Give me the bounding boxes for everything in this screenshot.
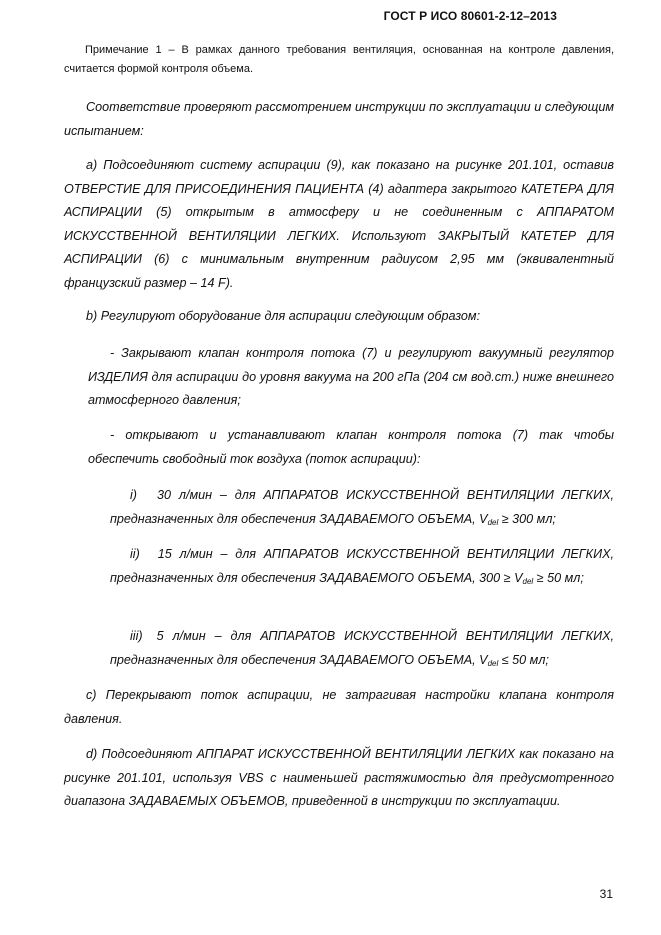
flow-item-ii-tail: ≥ 50 мл; bbox=[533, 570, 584, 585]
page-number: 31 bbox=[599, 887, 613, 901]
step-b-text: b) Регулируют оборудование для аспирации следующим образом: bbox=[86, 309, 481, 323]
step-a-text: a) Подсоединяют систему аспирации (9), как показано на рисунке 201.101, оставив ОТВЕРСТИЕ ДЛЯ ПРИСОЕДИНЕНИЯ ПАЦИЕНТА (4) адаптера закрытого КАТЕТЕРА ДЛЯ АСПИРАЦИИ (5) открытым в атмосферу и не соединенным с АППАРАТОМ ИСКУССТВЕННОЙ ВЕНТИЛЯЦИИ ЛЕГКИХ. Используют ЗАКРЫТЫЙ КАТЕТЕР ДЛЯ АСПИРАЦИИ (6) с минимальным внутренним радиусом 2,95 мм (эквивалентный французский размер – 14 F). bbox=[64, 158, 614, 290]
step-b-dash-1 bbox=[88, 342, 614, 413]
document-header: ГОСТ Р ИСО 80601-2-12–2013 bbox=[383, 9, 557, 23]
step-c bbox=[64, 684, 614, 731]
flow-item-ii-marker: ii) bbox=[130, 547, 140, 561]
flow-item-i-marker: i) bbox=[130, 488, 137, 502]
note-paragraph bbox=[64, 41, 614, 79]
flow-item-i-tail: ≥ 300 мл; bbox=[498, 511, 556, 526]
compliance-intro bbox=[64, 96, 614, 143]
flow-item-iii bbox=[110, 625, 614, 672]
flow-item-iii-subscript: del bbox=[487, 658, 499, 668]
step-b-dash-2-text: - открывают и устанавливают клапан контроля потока (7) так чтобы обеспечить свободный ток воздуха (поток аспирации): bbox=[88, 428, 614, 466]
flow-item-ii-subscript: del bbox=[522, 576, 534, 586]
step-d bbox=[64, 743, 614, 814]
step-b-dash-2 bbox=[88, 424, 614, 471]
flow-item-iii-text: 5 л/мин – для АППАРАТОВ ИСКУССТВЕННОЙ ВЕНТИЛЯЦИИ ЛЕГКИХ, предназначенных для обеспечения ЗАДАВАЕМОГО ОБЪЕМА, V bbox=[110, 629, 614, 667]
flow-item-i-text: 30 л/мин – для АППАРАТОВ ИСКУССТВЕННОЙ ВЕНТИЛЯЦИИ ЛЕГКИХ, предназначенных для обеспечения ЗАДАВАЕМОГО ОБЪЕМА, V bbox=[110, 488, 614, 526]
flow-item-ii-text: 15 л/мин – для АППАРАТОВ ИСКУССТВЕННОЙ ВЕНТИЛЯЦИИ ЛЕГКИХ, предназначенных для обеспечения ЗАДАВАЕМОГО ОБЪЕМА, 300 ≥ V bbox=[110, 547, 614, 585]
compliance-intro-text: Соответствие проверяют рассмотрением инструкции по эксплуатации и следующим испытанием: bbox=[64, 100, 614, 138]
step-b bbox=[64, 305, 614, 329]
step-d-text: d) Подсоединяют АППАРАТ ИСКУССТВЕННОЙ ВЕНТИЛЯЦИИ ЛЕГКИХ как показано на рисунке 201.101, используя VBS с наименьшей растяжимостью для предусмотренного диапазона ЗАДАВАЕМЫХ ОБЪЕМОВ, приведенной в инструкции по эксплуатации. bbox=[64, 747, 614, 808]
flow-item-i bbox=[110, 484, 614, 531]
step-c-text: c) Перекрывают поток аспирации, не затрагивая настройки клапана контроля давления. bbox=[64, 688, 614, 726]
flow-item-i-subscript: del bbox=[487, 517, 499, 527]
note-text: Примечание 1 – В рамках данного требования вентиляция, основанная на контроле давления, считается формой контроля объема. bbox=[64, 44, 614, 75]
step-b-dash-1-text: - Закрывают клапан контроля потока (7) и регулируют вакуумный регулятор ИЗДЕЛИЯ для аспирации до уровня вакуума на 200 гПа (204 см вод.ст.) ниже внешнего атмосферного давления; bbox=[88, 346, 614, 407]
flow-item-iii-tail: ≤ 50 мл; bbox=[498, 652, 549, 667]
flow-item-ii bbox=[110, 543, 614, 590]
flow-item-iii-marker: iii) bbox=[130, 629, 143, 643]
step-a bbox=[64, 154, 614, 295]
